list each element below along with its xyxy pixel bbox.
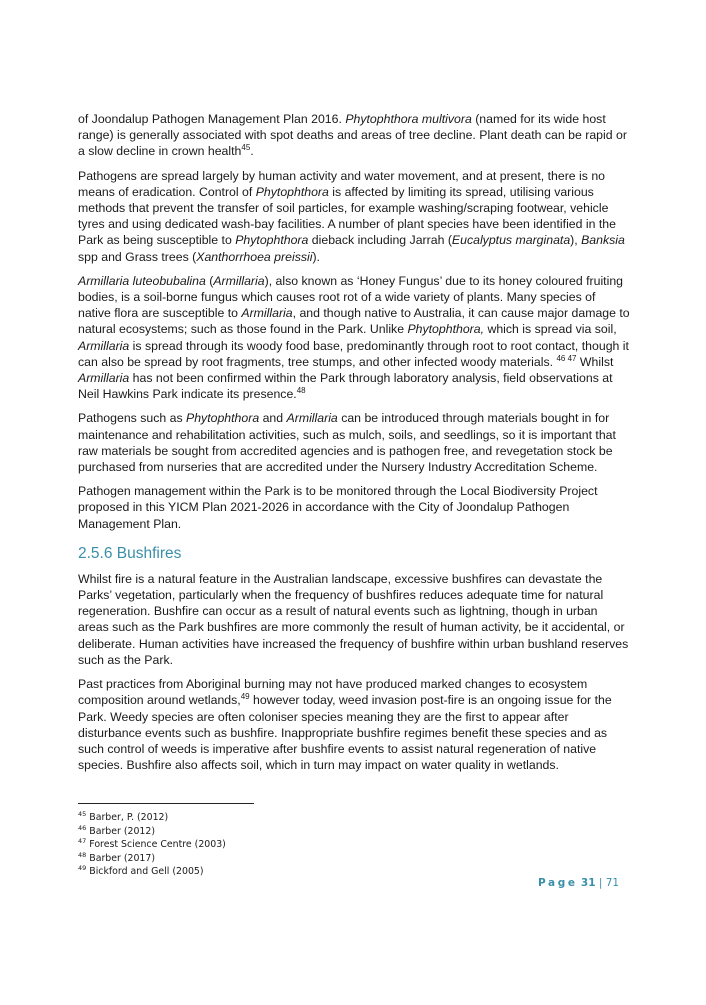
italic-text: Xanthorrhoea preissii xyxy=(196,249,313,264)
paragraph xyxy=(78,483,630,532)
italic-text: Armillaria xyxy=(78,371,130,386)
text-run: . xyxy=(250,144,254,159)
intro-section xyxy=(78,111,630,532)
italic-text: Phytophthora, xyxy=(407,322,485,337)
text-run: ), also known as ‘Honey Fungus’ due to its honey coloured fruiting bodies, is a soil-borne fungus which causes root rot of a wide variety of plants. Many species of native flora are susceptible to xyxy=(78,273,623,321)
footnote xyxy=(78,838,478,852)
italic-text: Armillaria xyxy=(78,338,130,353)
footnotes xyxy=(78,811,478,879)
italic-text: Armillaria xyxy=(286,411,338,426)
footnote-ref: 48 xyxy=(296,386,306,396)
italic-text: Armillaria xyxy=(213,273,265,288)
footnote-text: Bickford and Gell (2005) xyxy=(89,866,204,878)
italic-text: Phytophthora multivora xyxy=(345,112,472,126)
text-run: Whilst xyxy=(576,354,614,369)
italic-text: Armillaria xyxy=(241,306,293,321)
footnote-text: Barber (2012) xyxy=(89,825,156,837)
text-run: spp and Grass trees ( xyxy=(78,249,197,264)
text-run: , and though native to Australia, it can cause major damage to natural ecosystems; such as those found in the Park. Unlike xyxy=(78,306,630,337)
italic-text: Phytophthora xyxy=(186,411,260,426)
text-run: (named for its wide host range) is generally associated with spot deaths and areas of tree decline. Plant death can be rapid or a slow decline in crown health xyxy=(78,112,627,159)
text-run: ). xyxy=(312,249,320,264)
footnote-separator xyxy=(78,803,254,804)
footnote-text: Barber (2017) xyxy=(89,852,156,864)
footnote xyxy=(78,825,478,839)
total-pages: 71 xyxy=(605,877,620,889)
page-separator: | xyxy=(598,877,603,889)
italic-text: Phytophthora xyxy=(235,233,309,248)
text-run: which is spread via soil, xyxy=(484,322,617,337)
footnote-ref: 46 47 xyxy=(556,353,577,363)
text-run: Pathogens are spread largely by human activity and water movement, and at present, there is no means of eradication. Control of xyxy=(78,168,606,199)
footnote-ref: 49 xyxy=(240,692,250,702)
bushfires-section xyxy=(78,571,630,773)
text-run: however today, weed invasion post-fire is an ongoing issue for the Park. Weedy species are often coloniser species meaning they are the first to appear after disturbance events such as bushfire. Inappropriate bushfire regimes benefit these species and as such control of weeds is imperative after bushfire events to assist natural regeneration of native species. Bushfire also affects soil, which in turn may impact on water quality in wetlands. xyxy=(78,693,612,773)
paragraph xyxy=(78,111,630,160)
text-run: and xyxy=(259,411,287,426)
italic-text: Armillaria luteobubalina xyxy=(78,273,206,288)
footnote xyxy=(78,852,478,866)
page-word: Page xyxy=(538,877,578,889)
body-text xyxy=(78,111,630,781)
footnote-ref: 45 xyxy=(241,143,251,153)
paragraph xyxy=(78,168,630,265)
text-run: is affected by limiting its spread, utilising various methods that prevent the transfer of soil particles, for example washing/scraping footwear, vehicle tyres and using dedicated wash-bay facilities. A number of plant species have been identified in the Park as being susceptible to xyxy=(78,184,616,248)
text-run: Past practices from Aboriginal burning may not have produced marked changes to ecosystem composition around wetlands, xyxy=(78,677,588,708)
text-run: Pathogens such as xyxy=(78,411,187,426)
footnote xyxy=(78,811,478,825)
footnote-number: 48 xyxy=(78,850,87,859)
paragraph xyxy=(78,571,630,668)
paragraph xyxy=(78,410,630,475)
footnote-text: Forest Science Centre (2003) xyxy=(89,839,226,851)
italic-text: Phytophthora xyxy=(255,184,329,199)
text-run: has not been confirmed within the Park through laboratory analysis, field observations at Neil Hawkins Park indicate its presence. xyxy=(78,371,613,402)
section-heading: 2.5.6 Bushfires xyxy=(78,544,182,562)
footnote-number: 45 xyxy=(78,809,87,818)
page-number: 31 xyxy=(580,877,596,889)
text-run: is spread through its woody food base, predominantly through root to root contact, though it can also be spread by root fragments, tree stumps, and other infected woody materials. xyxy=(78,338,629,369)
footnote-number: 46 xyxy=(78,823,87,832)
italic-text: Eucalyptus marginata xyxy=(451,233,571,248)
page-footer xyxy=(538,877,619,889)
text-run: dieback including Jarrah ( xyxy=(308,233,452,248)
footnote xyxy=(78,865,478,879)
text-run: of Joondalup Pathogen Management Plan 2016. xyxy=(78,112,346,126)
text-run: Whilst fire is a natural feature in the Australian landscape, excessive bushfires can devastate the Parks’ vegetation, particularly when the frequency of bushfires reduces adequate time for natural regeneration. Bushfire can occur as a result of natural events such as lightning, though in urban areas such as the Park bushfires are more commonly the result of human activity, be it accidental, or deliberate. Human activities have increased the frequency of bushfire within urban bushland reserves such as the Park. xyxy=(78,571,629,667)
italic-text: Banksia xyxy=(581,233,625,248)
footnote-number: 49 xyxy=(78,864,87,873)
paragraph xyxy=(78,273,630,403)
text-run: ( xyxy=(205,273,214,288)
footnote-number: 47 xyxy=(78,837,87,846)
paragraph xyxy=(78,676,630,773)
text-run: ), xyxy=(570,233,582,248)
text-run: Pathogen management within the Park is to be monitored through the Local Biodiversity Project proposed in this YICM Plan 2021-2026 in accordance with the City of Joondalup Pathogen Management Plan. xyxy=(78,484,598,531)
text-run: can be introduced through materials bought in for maintenance and rehabilitation activities, such as mulch, soils, and seedlings, so it is important that raw materials be sought from accredited agencies and is pathogen free, and revegetation stock be purchased from nurseries that are accredited under the Nursery Industry Accreditation Scheme. xyxy=(78,411,616,475)
footnote-text: Barber, P. (2012) xyxy=(89,812,169,823)
